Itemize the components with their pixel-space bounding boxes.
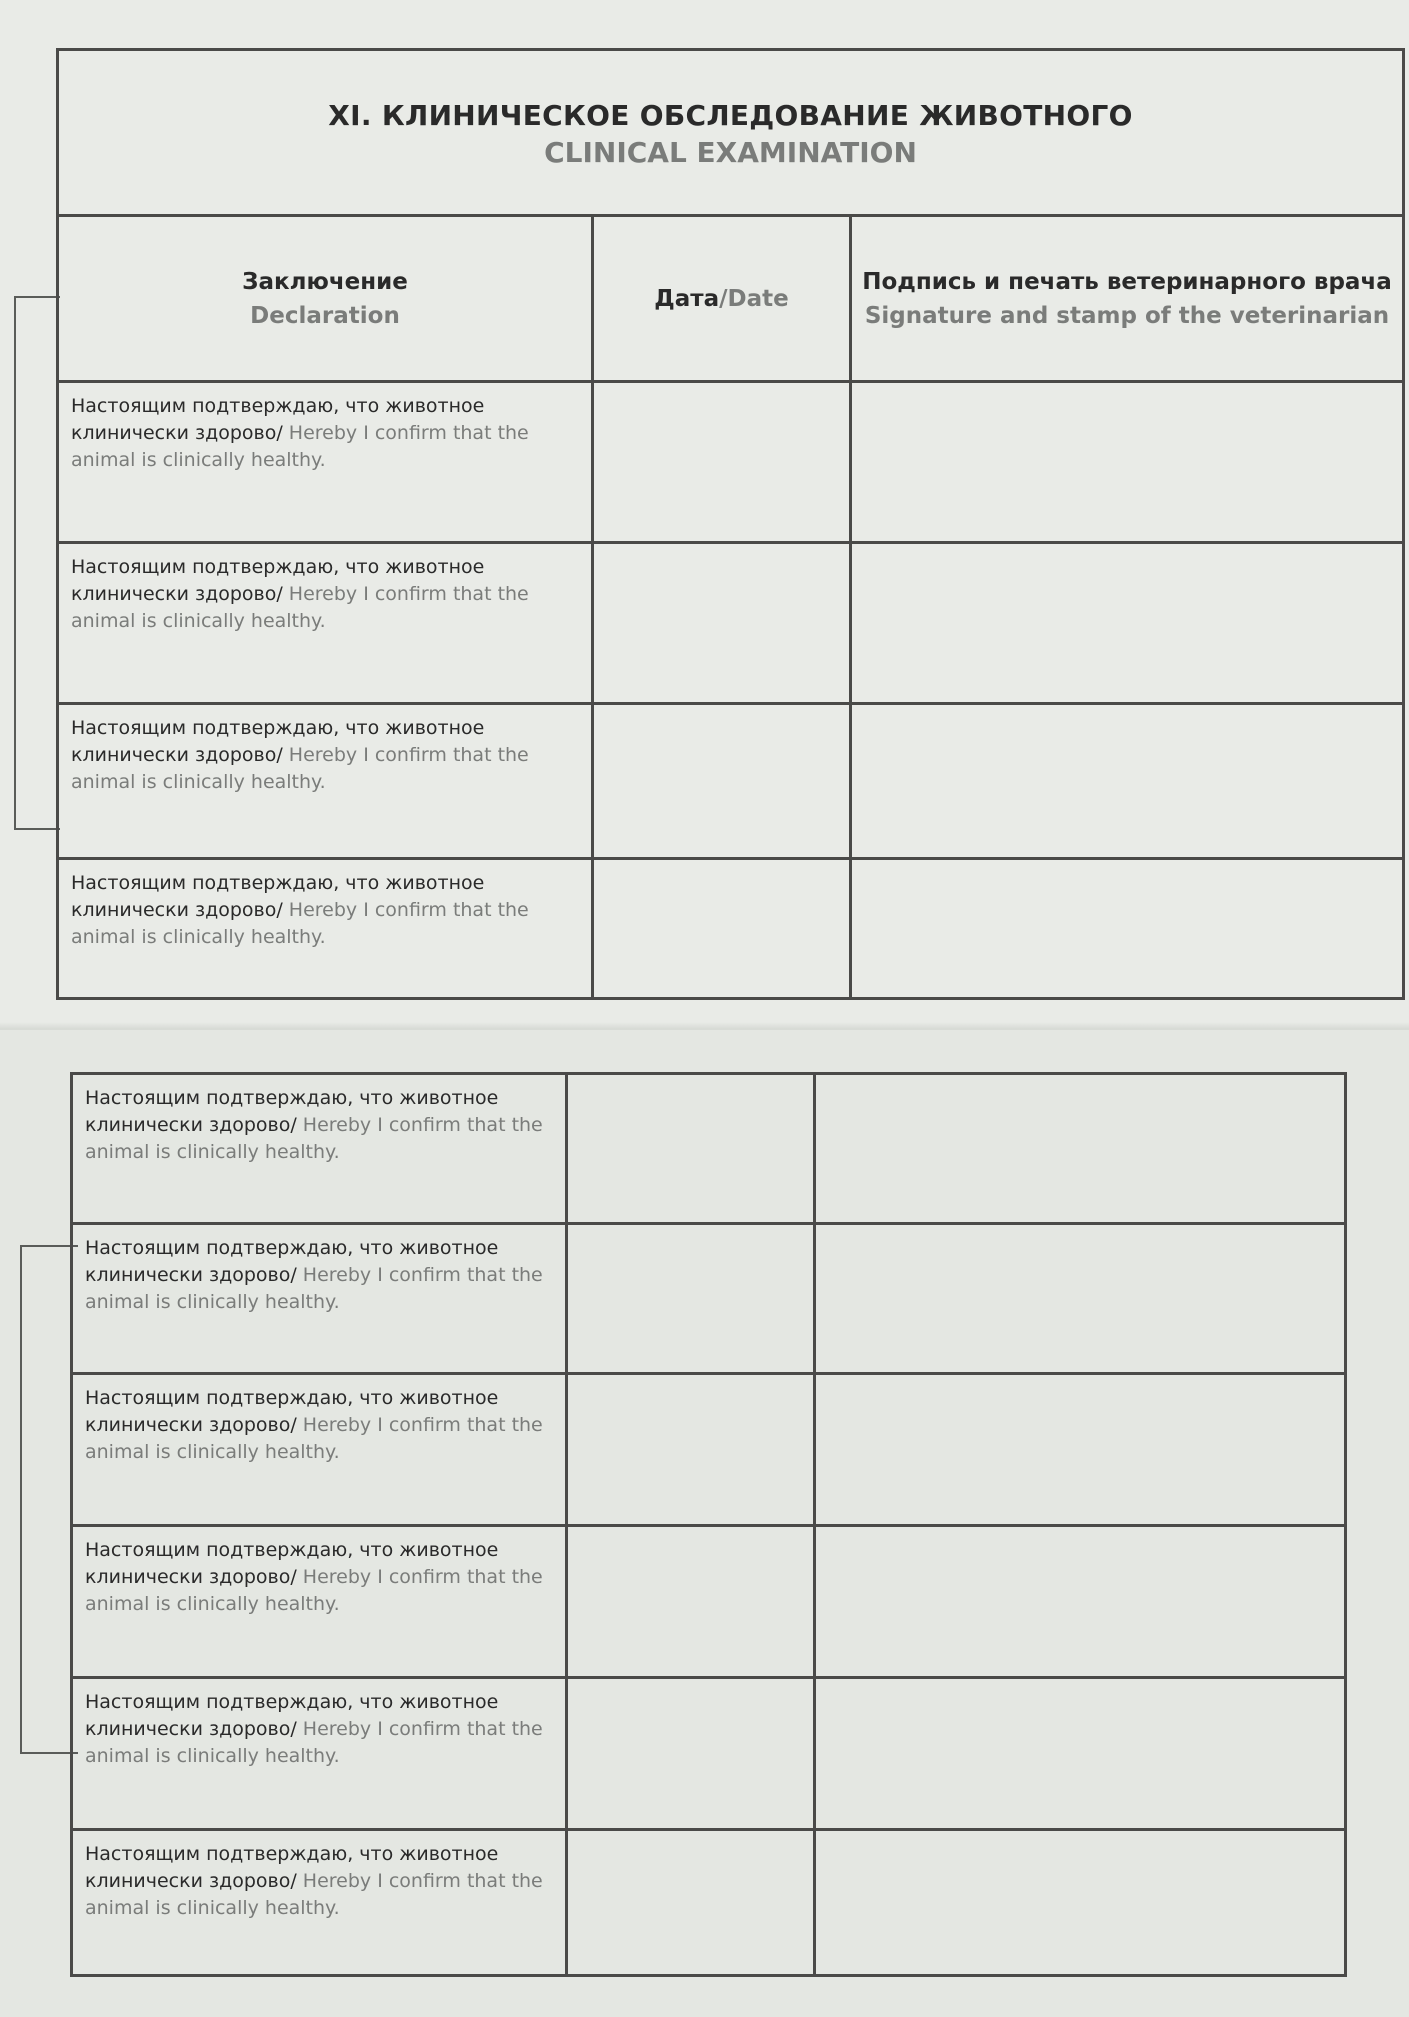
statement-ru: Настоящим подтверждаю, что животное клинически здорово/: [85, 1087, 499, 1136]
statement-en: Hereby I confirm that the animal is clinically healthy.: [71, 744, 529, 793]
date-cell[interactable]: [568, 1831, 816, 1974]
date-header-en: Date: [727, 285, 789, 312]
table-row: [73, 1679, 1344, 1831]
statement-en: Hereby I confirm that the animal is clinically healthy.: [85, 1566, 543, 1615]
table-row: [73, 1375, 1344, 1527]
table-row: [59, 705, 1402, 860]
signature-header-ru: Подпись и печать ветеринарного врача: [862, 268, 1392, 295]
section-title-ru: XI. КЛИНИЧЕСКОЕ ОБСЛЕДОВАНИЕ ЖИВОТНОГО: [328, 99, 1133, 132]
statement-en: Hereby I confirm that the animal is clinically healthy.: [85, 1718, 543, 1767]
signature-cell[interactable]: [816, 1831, 1344, 1974]
statement-en: Hereby I confirm that the animal is clinically healthy.: [85, 1870, 543, 1919]
table-row: [73, 1527, 1344, 1679]
date-cell[interactable]: [568, 1679, 816, 1828]
signature-cell[interactable]: [852, 860, 1402, 997]
date-cell[interactable]: [568, 1527, 816, 1676]
section-title: [59, 51, 1402, 217]
date-header-ru: Дата: [654, 285, 720, 312]
statement-en: Hereby I confirm that the animal is clinically healthy.: [85, 1264, 543, 1313]
declaration-cell: [59, 383, 594, 541]
statement-en: Hereby I confirm that the animal is clinically healthy.: [85, 1114, 543, 1163]
statement-en: Hereby I confirm that the animal is clinically healthy.: [71, 583, 529, 632]
statement-ru: Настоящим подтверждаю, что животное клинически здорово/: [85, 1691, 499, 1740]
date-cell[interactable]: [594, 860, 852, 997]
statement-ru: Настоящим подтверждаю, что животное клинически здорово/: [85, 1539, 499, 1588]
declaration-cell: [73, 1831, 568, 1974]
table-row: [73, 1225, 1344, 1375]
date-header: [594, 217, 852, 380]
table-row: [73, 1831, 1344, 1974]
statement-en: Hereby I confirm that the animal is clinically healthy.: [71, 422, 529, 471]
statement-en: Hereby I confirm that the animal is clinically healthy.: [85, 1414, 543, 1463]
statement-ru: Настоящим подтверждаю, что животное клинически здорово/: [85, 1237, 499, 1286]
signature-cell[interactable]: [816, 1375, 1344, 1524]
statement-ru: Настоящим подтверждаю, что животное клинически здорово/: [85, 1387, 499, 1436]
declaration-cell: [59, 860, 594, 997]
statement-ru: Настоящим подтверждаю, что животное клинически здорово/: [71, 395, 485, 444]
statement-ru: Настоящим подтверждаю, что животное клинически здорово/: [71, 872, 485, 921]
date-header-separator: /: [719, 285, 728, 312]
date-cell[interactable]: [594, 383, 852, 541]
declaration-header-en: Declaration: [250, 302, 400, 329]
declaration-cell: [73, 1527, 568, 1676]
declaration-cell: [59, 544, 594, 702]
declaration-cell: [59, 705, 594, 857]
table-row: [59, 544, 1402, 705]
signature-cell[interactable]: [852, 544, 1402, 702]
date-cell[interactable]: [594, 544, 852, 702]
signature-cell[interactable]: [816, 1075, 1344, 1222]
declaration-header: [59, 217, 594, 380]
signature-cell[interactable]: [816, 1527, 1344, 1676]
date-cell[interactable]: [568, 1075, 816, 1222]
declaration-cell: [73, 1075, 568, 1222]
table-row: [59, 860, 1402, 997]
signature-cell[interactable]: [816, 1679, 1344, 1828]
statement-en: Hereby I confirm that the animal is clinically healthy.: [71, 899, 529, 948]
declaration-cell: [73, 1225, 568, 1372]
signature-cell[interactable]: [852, 705, 1402, 857]
date-cell[interactable]: [568, 1375, 816, 1524]
clinical-examination-table: [56, 48, 1405, 1000]
signature-header-en: Signature and stamp of the veterinarian: [864, 302, 1390, 329]
declaration-header-ru: Заключение: [242, 268, 408, 295]
table-row: [59, 383, 1402, 544]
declaration-cell: [73, 1375, 568, 1524]
section-title-en: CLINICAL EXAMINATION: [544, 136, 917, 169]
date-cell[interactable]: [568, 1225, 816, 1372]
statement-ru: Настоящим подтверждаю, что животное клинически здорово/: [71, 717, 485, 766]
header-row: [59, 217, 1402, 383]
table-row: [73, 1075, 1344, 1225]
declaration-cell: [73, 1679, 568, 1828]
bracket-top: [14, 296, 60, 830]
clinical-examination-table-continued: [70, 1072, 1347, 1977]
statement-ru: Настоящим подтверждаю, что животное клинически здорово/: [85, 1843, 499, 1892]
signature-cell[interactable]: [816, 1225, 1344, 1372]
statement-ru: Настоящим подтверждаю, что животное клинически здорово/: [71, 556, 485, 605]
date-cell[interactable]: [594, 705, 852, 857]
signature-header: [852, 217, 1402, 380]
signature-cell[interactable]: [852, 383, 1402, 541]
